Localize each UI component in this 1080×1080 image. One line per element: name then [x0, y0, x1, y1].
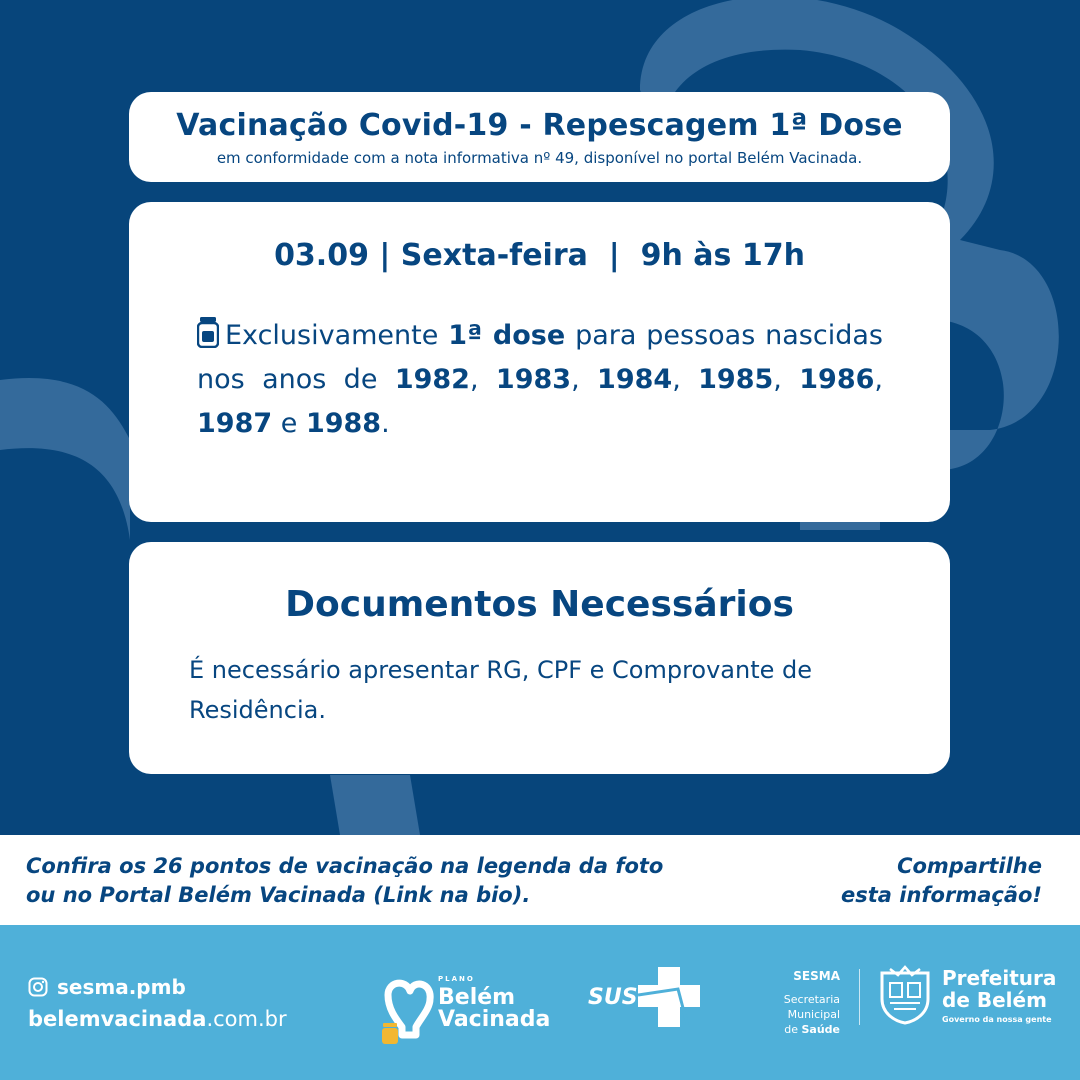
eligibility-text: Exclusivamente 1ª dose para pessoas nascidas nos anos de 1982, 1983, 1984, 1985, 1986, 1987 e 1988.: [197, 314, 883, 446]
documents-description: É necessário apresentar RG, CPF e Comprovante de Residência.: [189, 656, 813, 724]
sus-logo: SUS: [588, 967, 700, 1027]
campaign-subtitle: em conformidade com a nota informativa nº 49, disponível no portal Belém Vacinada.: [216, 149, 863, 167]
schedule-card: [129, 202, 950, 522]
documents-title: Documentos Necessários: [285, 584, 794, 625]
sesma-logo: SESMA Secretaria Municipal de Saúde: [783, 969, 840, 1036]
background-arc-bottom: [330, 775, 420, 835]
share-note: Compartilhe esta informação!: [840, 854, 1042, 907]
website-link[interactable]: belemvacinada.com.br: [28, 1007, 287, 1031]
city-coat-of-arms-icon: [876, 965, 934, 1025]
title-card: [129, 92, 950, 182]
sus-cross-icon: [638, 967, 700, 1027]
vaccine-vial-icon: [197, 316, 219, 348]
documents-card: [129, 542, 950, 774]
vaccination-points-note: Confira os 26 pontos de vacinação na legenda da foto ou no Portal Belém Vacinada (Link na bio).: [26, 854, 664, 907]
footer-divider: [859, 969, 860, 1025]
prefeitura-belem-logo: Prefeitura de Belém Governo da nossa gente: [876, 965, 1056, 1035]
heart-vial-icon: [380, 973, 436, 1045]
footer: [0, 925, 1080, 1080]
instagram-icon: [28, 977, 48, 997]
plano-belem-vacinada-logo: PLANO Belém Vacinada: [380, 967, 570, 1047]
info-banner: [0, 835, 1080, 925]
campaign-title: Vacinação Covid-19 - Repescagem 1ª Dose: [176, 108, 903, 143]
instagram-handle[interactable]: sesma.pmb: [28, 975, 186, 999]
schedule-date: 03.09 | Sexta-feira | 9h às 17h: [274, 238, 805, 273]
background-arc-left: [0, 378, 130, 540]
